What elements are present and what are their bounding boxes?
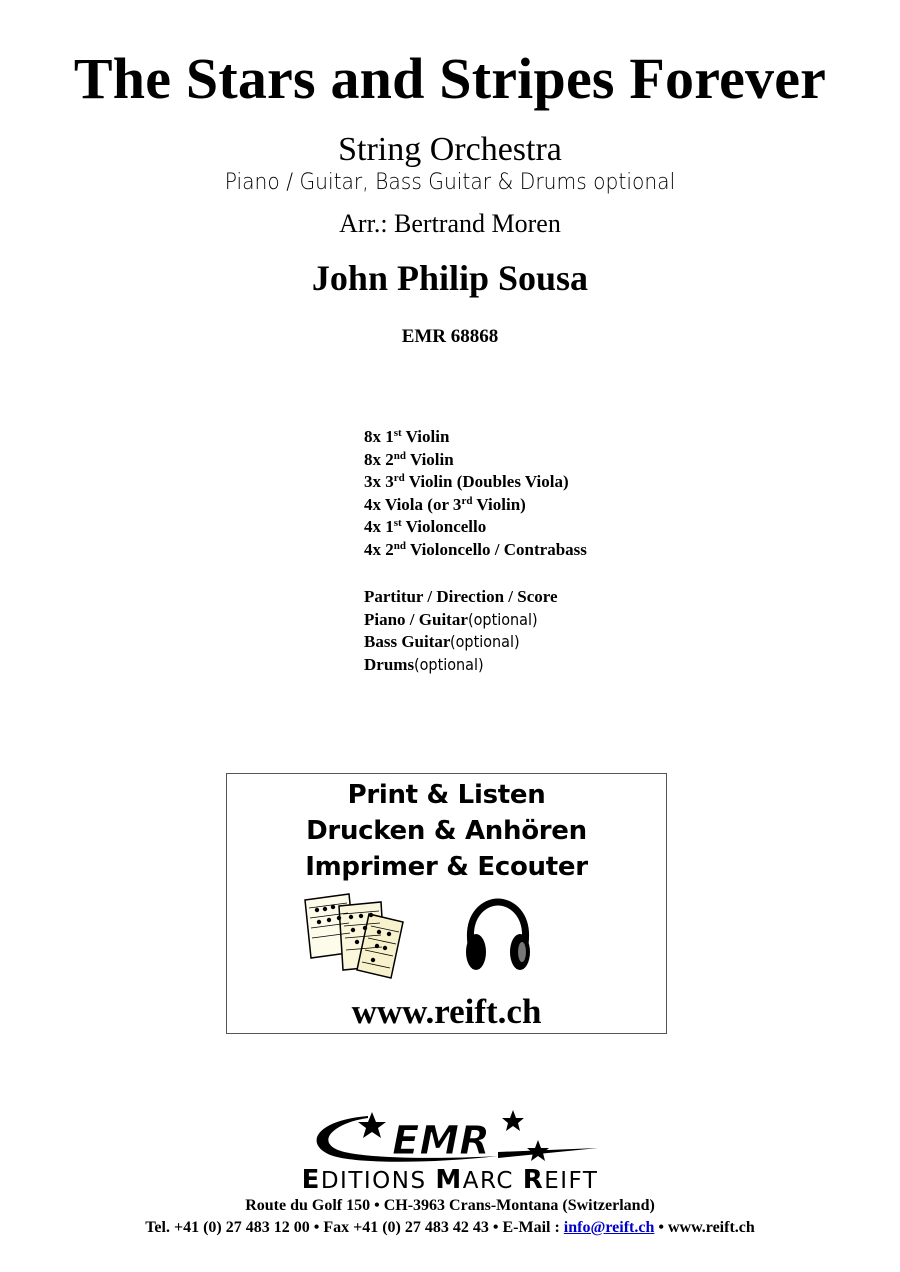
- publisher-address: Route du Golf 150 • CH-3963 Crans-Montana (Switzerland): [245, 1197, 655, 1214]
- part-item: 4x 2nd Violoncello / Contrabass: [364, 539, 587, 559]
- extra-item: Piano / Guitar(optional): [364, 609, 538, 629]
- part-item: 8x 1st Violin: [364, 427, 450, 446]
- catalog-number: EMR 68868: [401, 326, 499, 347]
- emr-logo: [308, 1108, 598, 1168]
- part-item: 8x 2nd Violin: [364, 449, 454, 469]
- piece-title: The Stars and Stripes Forever: [73, 46, 827, 111]
- publisher-contact: Tel. +41 (0) 27 483 12 00 • Fax +41 (0) 27 483 42 43 • E-Mail : info@reift.ch • www.reift.ch: [145, 1219, 755, 1236]
- ensemble-subtitle: String Orchestra: [338, 131, 562, 168]
- extra-item: Bass Guitar(optional): [364, 632, 521, 652]
- print-listen-box: [226, 773, 667, 1034]
- composer-name: John Philip Sousa: [311, 258, 589, 298]
- part-item: 3x 3rd Violin (Doubles Viola): [364, 472, 569, 492]
- parts-list: [364, 426, 587, 562]
- arranger-credit: Arr.: Bertrand Moren: [339, 209, 561, 238]
- promo-url[interactable]: www.reift.ch: [351, 992, 542, 1031]
- part-item: 4x Viola (or 3rd Violin): [364, 494, 526, 514]
- optional-instruments: Piano / Guitar, Bass Guitar & Drums optional: [224, 170, 676, 195]
- promo-line-fr: Imprimer & Ecouter: [305, 852, 588, 882]
- svg-text:EMR: EMR: [392, 1118, 490, 1164]
- promo-line-en: Print & Listen: [347, 780, 546, 810]
- part-item: 4x 1st Violoncello: [364, 517, 487, 537]
- sheet-music-icon: [299, 892, 411, 980]
- publisher-name: EDITIONS MARC REIFT: [301, 1165, 599, 1195]
- headphones-icon: [463, 898, 533, 976]
- extras-list: [364, 586, 558, 676]
- email-link[interactable]: info@reift.ch: [563, 1219, 655, 1236]
- promo-line-de: Drucken & Anhören: [306, 816, 587, 846]
- extra-item: Partitur / Direction / Score: [364, 587, 558, 606]
- extra-item: Drums(optional): [364, 654, 484, 674]
